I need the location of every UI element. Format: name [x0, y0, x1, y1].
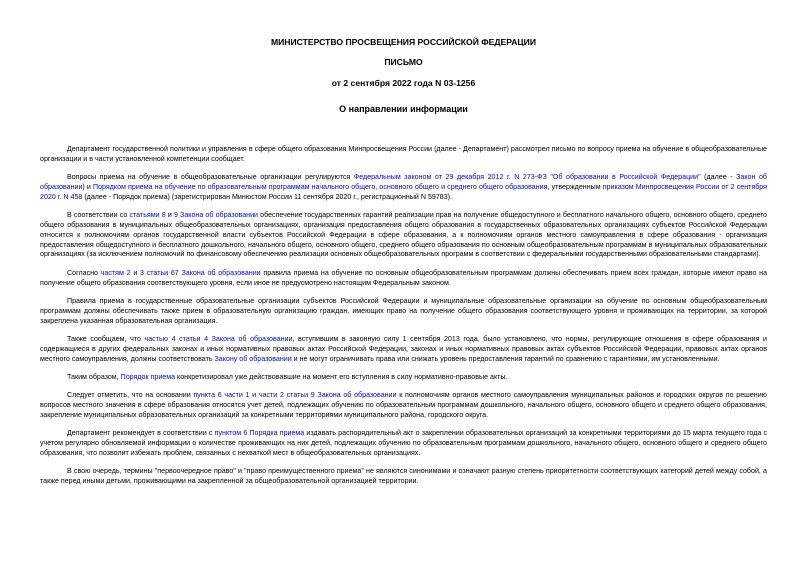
- link-item-6-part-1[interactable]: пункта 6 части 1: [193, 391, 250, 400]
- paragraph-3: [40, 211, 767, 260]
- text: Правила приема в государственные образовательные организации субъектов Российской Федерации и муниципальные образовательные организации на обучение по основным общеобразовательным программам должны обеспечивать также прием в образовательную организацию граждан, имеющих право на получение общего образования соответствующего уровня и проживающих на территории, за которой закреплена указанная образовательная организация.: [40, 296, 767, 325]
- text: Департамент рекомендует в соответствии с: [67, 429, 215, 438]
- link-article-8[interactable]: статьями 8: [129, 211, 166, 220]
- paragraph-9: [40, 429, 767, 458]
- text: к полномочиям органов местного самоуправления муниципальных районов и городских округов по решению вопросов местного значения в сфере образования относятся учет детей, подлежащих обучению по образовательным программам дошкольного, начального общего, основного общего и среднего общего образования, закрепление муниципальных образовательных организаций за конкретными территориями муниципального района, городского округа.: [40, 391, 768, 419]
- document-type: ПИСЬМО: [384, 57, 423, 67]
- text: и не могут ограничивать права или снижать уровень предоставления гарантий по сравнению с гарантиями, им установленными.: [291, 354, 720, 363]
- link-article-9[interactable]: 9 Закона об образовании: [173, 211, 259, 220]
- text: В соответствии со: [67, 211, 130, 220]
- paragraph-5: [40, 297, 767, 326]
- link-admission-procedure[interactable]: Порядком приема на обучение по образовательным программам начального общего, основного общего и среднего общего образования: [93, 182, 548, 191]
- text: обеспечение государственных гарантий реализации прав на получение общедоступного и бесплатного начального общего, основного общего, среднего общего образования в муниципальных общеобразовательных организациях, организация предоставления общего образования в государственных образовательных организациях субъектов Российской Федерации относится к полномочиям органов государственной власти субъектов Российской Федерации в сфере образования, а к полномочиям органов местного самоуправления в сфере образования - организация предоставления общедоступного и бесплатного дошкольного, начального общего, основного общего, среднего общего образования по основным общеобразовательным программам в муниципальных образовательных организациях (за исключением полномочий по финансовому обеспечению реализации основных общеобразовательных программ в соответствии с федеральными государственными образовательными стандартами).: [40, 211, 767, 259]
- link-part-2-article-9[interactable]: части 2 статьи 9 Закона об образовании: [258, 391, 397, 400]
- text: Таким образом,: [67, 372, 121, 381]
- text: (далее -: [700, 173, 737, 182]
- text: (далее - Порядок приема) (зарегистрирован Минюстом России 11 сентября 2020 г., регистрационный N 59783).: [82, 192, 453, 201]
- text: Департамент государственной политики и управления в сфере общего образования Минпросвещения России (далее - Департамент) рассмотрел письмо по вопросу приема на обучение в общеобразовательные организации и в части установленной компетенции сообщает.: [40, 145, 767, 163]
- paragraph-10: [40, 467, 767, 487]
- text: Также сообщаем, что: [67, 334, 145, 343]
- link-part-4-article-4[interactable]: частью 4 статьи 4 Закона об образовании: [144, 334, 293, 343]
- text: , утвержденным: [547, 182, 603, 191]
- text: В свою очередь, термины "первоочередное право" и "право преимущественного приема" не являются синонимами и означают разную степень приоритетности соответствующих категорий детей между собой, а также перед иными детьми, проживающими на закрепленной за общеобразовательной организацией территории.: [40, 467, 767, 486]
- paragraph-7: [40, 373, 767, 383]
- document-subject: О направлении информации: [339, 104, 468, 114]
- text: ) и: [82, 182, 94, 191]
- paragraph-2: [40, 173, 767, 202]
- text: Следует отметить, что на основании: [67, 391, 194, 400]
- paragraph-8: [40, 391, 767, 420]
- document-date-number: от 2 сентября 2022 года N 03-1256: [331, 78, 476, 88]
- text: издавать распорядительный акт о закреплении образовательных организаций за конкретными территориями до 15 марта текущего года с учетом регулярно обновляемой информации о количестве проживающих на них детей, подлежащих обучению по образовательным программам дошкольного, начального общего, основного общего и среднего общего образования, что позволит избежать проблем, связанных с нехваткой мест в общеобразовательных организациях.: [40, 429, 768, 457]
- link-order-458[interactable]: приказом Минпросвещения России от 2 сентября 2020 г. N 458: [40, 182, 767, 201]
- text: и: [130, 268, 141, 277]
- text: конкретизировал уже действовавшие на момент его вступления в силу нормативно-правовые акты.: [175, 372, 508, 381]
- text: и: [165, 211, 174, 220]
- text: , вступившим в законную силу 1 сентября 2013 года, было установлено, что нормы, регулирующие отношения в сфере образования и содержащиеся в других федеральных законах и иных нормативных правовых актах Российской Федерации, законах и иных нормативных правовых актах субъектов Российской Федерации, правовых актах органов местного самоуправления, должны соответствовать: [40, 334, 767, 363]
- link-item-6-procedure[interactable]: пунктом 6 Порядка приема: [214, 429, 305, 438]
- text: и: [249, 391, 259, 400]
- link-federal-law-273[interactable]: Федеральным законом от 29 декабря 2012 г. N 273-ФЗ "Об образовании в Российской Федерации": [353, 173, 701, 182]
- document-body: [40, 145, 767, 495]
- ministry-title: МИНИСТЕРСТВО ПРОСВЕЩЕНИЯ РОССИЙСКОЙ ФЕДЕРАЦИИ: [270, 37, 537, 47]
- text: Согласно: [67, 268, 101, 277]
- text: Вопросы приема на обучение в общеобразовательные организации регулируются: [67, 173, 354, 182]
- paragraph-4: [40, 269, 767, 289]
- link-education-law[interactable]: Закон об образовании: [40, 173, 767, 191]
- link-part-3-article-67[interactable]: 3 статьи 67 Закона об образовании: [140, 268, 261, 277]
- paragraph-1: [40, 145, 767, 165]
- link-admission-procedure-2[interactable]: Порядок приема: [120, 372, 176, 381]
- paragraph-6: [40, 335, 767, 364]
- text: правила приема на обучение по основным общеобразовательным программам должны обеспечивать прием всех граждан, которые имеют право на получение общего образования соответствующего уровня, если иное не предусмотрено настоящим Федеральным законом.: [40, 268, 768, 287]
- link-education-law-2[interactable]: Закону об образовании: [214, 354, 292, 363]
- link-part-2[interactable]: частям 2: [100, 268, 131, 277]
